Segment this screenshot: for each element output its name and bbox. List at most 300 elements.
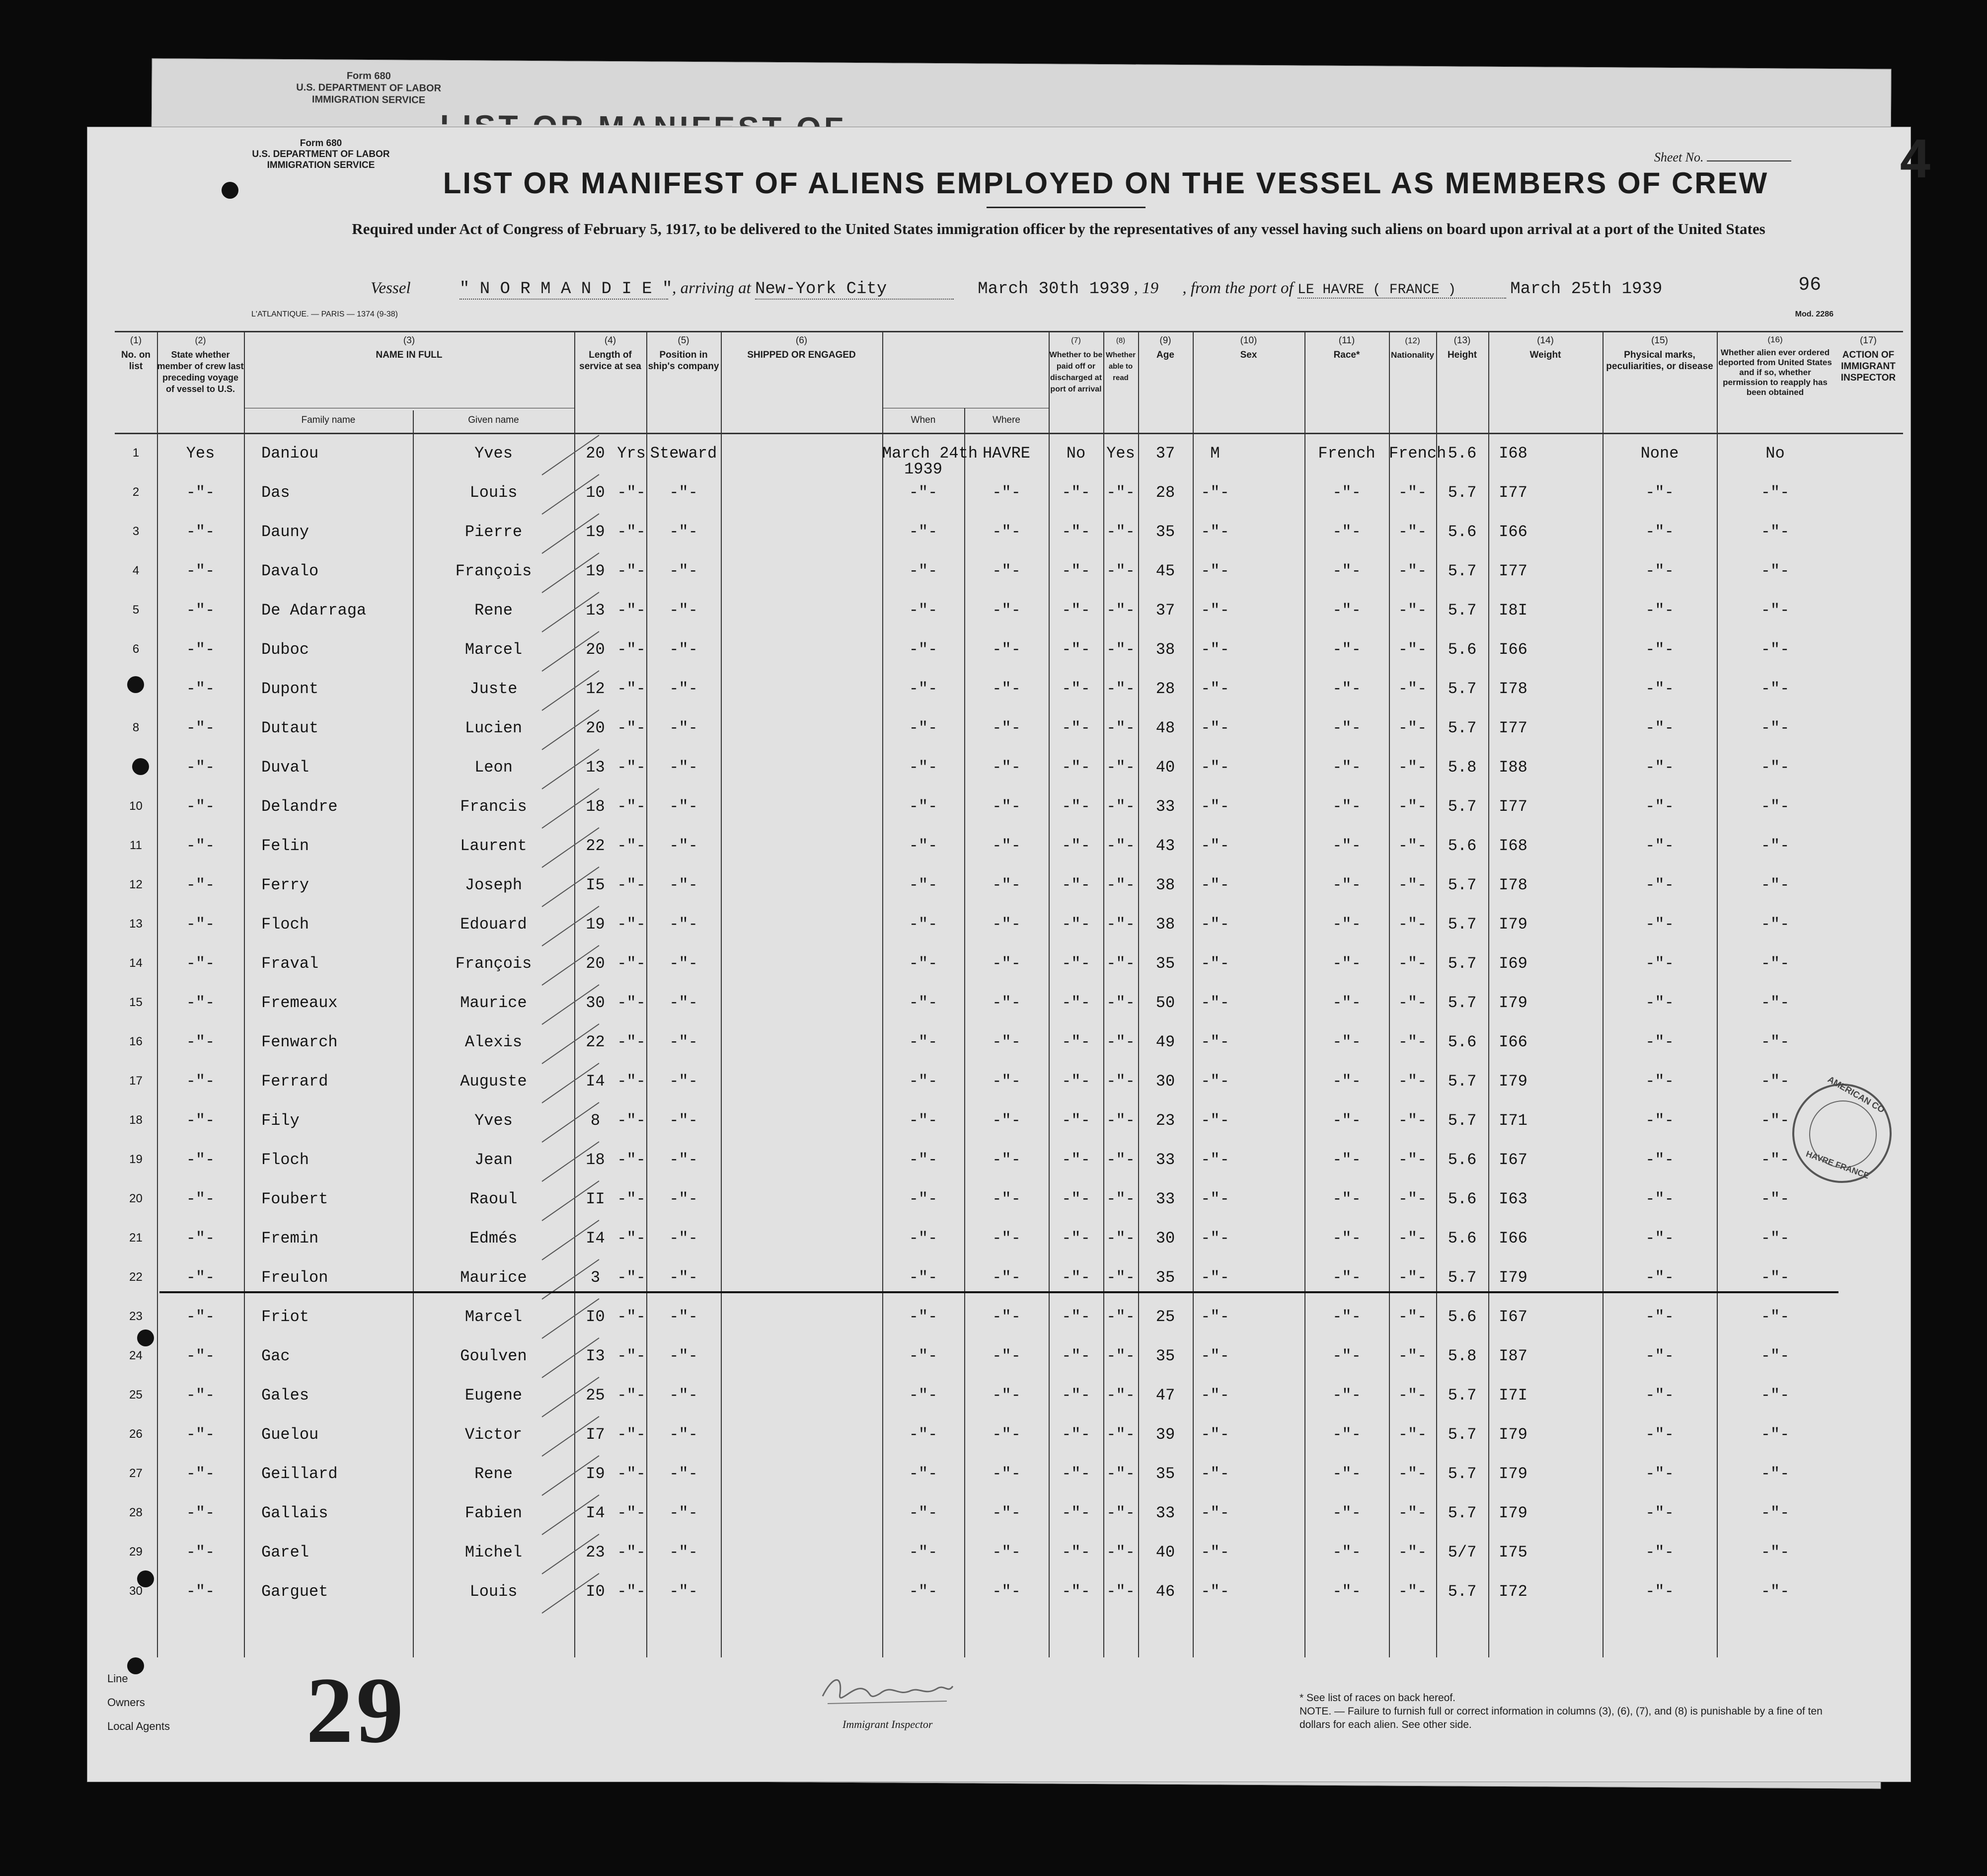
cell-height: 5.7	[1448, 562, 1477, 580]
row-strike-line	[159, 1291, 1838, 1293]
cell-age: 33	[1155, 1190, 1175, 1208]
punch-hole	[127, 1657, 144, 1674]
cell-unit: -"-	[617, 1347, 646, 1365]
cell-height: 5.7	[1448, 1386, 1477, 1405]
cell-n: 23	[129, 1310, 143, 1323]
cell-given: Joseph	[464, 876, 523, 894]
header-text: State whether member of crew last preceding voyage of vessel to U.S.	[157, 350, 244, 394]
cell-service: I3	[586, 1347, 605, 1365]
cell-paid: -"-	[1062, 954, 1090, 973]
cell-weight: I72	[1499, 1582, 1528, 1601]
cell-when: -"-	[909, 1151, 938, 1169]
cell-when: -"-	[909, 1111, 938, 1130]
cell-paid: -"-	[1062, 1582, 1090, 1601]
cell-deported: -"-	[1760, 837, 1790, 855]
cell-unit: -"-	[617, 719, 646, 737]
cell-when: -"-	[909, 994, 938, 1012]
tally-stroke	[542, 1495, 599, 1535]
col-number: (7)	[1071, 336, 1081, 345]
cell-n: 13	[129, 917, 143, 931]
cell-when: March 24th	[882, 444, 978, 463]
cell-unit: -"-	[617, 1425, 646, 1444]
cell-n: 1	[132, 446, 140, 460]
cell-when: -"-	[909, 1308, 938, 1326]
cell-age: 35	[1155, 523, 1175, 541]
tally-stroke	[542, 1102, 599, 1142]
cell-where: HAVRE	[982, 444, 1030, 463]
mod-number: Mod. 2286	[1795, 310, 1834, 318]
cell-paid: -"-	[1062, 1151, 1090, 1169]
cell-weight: I77	[1499, 719, 1528, 737]
cell-n: 30	[129, 1584, 143, 1598]
cell-family: Freulon	[261, 1268, 328, 1287]
cell-family: Daniou	[261, 444, 319, 463]
cell-age: 30	[1155, 1229, 1175, 1248]
cell-age: 33	[1155, 1504, 1175, 1522]
cell-marks: -"-	[1645, 1347, 1674, 1365]
cell-read: -"-	[1106, 954, 1135, 973]
cell-position: -"-	[669, 1504, 698, 1522]
tally-stroke	[542, 671, 599, 710]
cell-unit: -"-	[617, 994, 646, 1012]
cell-deported: -"-	[1760, 876, 1790, 894]
cell-nat: -"-	[1398, 483, 1427, 502]
cell-nat: -"-	[1398, 954, 1427, 973]
cell-position: Steward	[650, 444, 717, 463]
cell-marks: -"-	[1645, 915, 1674, 934]
cell-given: Pierre	[464, 523, 523, 541]
cell-service: I4	[586, 1229, 605, 1248]
cell-position: -"-	[669, 1347, 698, 1365]
manifest-sheet	[87, 127, 1930, 1782]
cell-where: -"-	[992, 1072, 1021, 1091]
cell-prev: -"-	[186, 1111, 215, 1130]
tally-marks	[115, 331, 1903, 1672]
cell-paid: -"-	[1062, 483, 1090, 502]
cell-service: I7	[586, 1425, 605, 1444]
cell-weight: I8I	[1499, 601, 1528, 620]
cell-service: II	[586, 1190, 605, 1208]
cell-where: -"-	[992, 1308, 1021, 1326]
header-where: Where	[993, 415, 1020, 425]
cell-when: -"-	[909, 1190, 938, 1208]
cell-position: -"-	[669, 1386, 698, 1405]
cell-where: -"-	[992, 680, 1021, 698]
cell-marks: -"-	[1645, 483, 1674, 502]
cell-position: -"-	[669, 523, 698, 541]
cell-height: 5.7	[1448, 1072, 1477, 1091]
cell-deported: -"-	[1760, 562, 1790, 580]
cell-service: 19	[586, 562, 605, 580]
cell-position: -"-	[669, 758, 698, 777]
cell-nat: -"-	[1398, 876, 1427, 894]
cell-family: Fraval	[261, 954, 319, 973]
cell-read: -"-	[1106, 1582, 1135, 1601]
cell-paid: -"-	[1062, 1190, 1090, 1208]
cell-position: -"-	[669, 483, 698, 502]
cell-marks: -"-	[1645, 837, 1674, 855]
cell-given: Alexis	[464, 1033, 523, 1051]
cell-height: 5.8	[1448, 1347, 1477, 1365]
cell-position: -"-	[669, 1268, 698, 1287]
tally-stroke	[542, 474, 599, 514]
form-number: Form 680	[300, 138, 342, 149]
cell-prev: -"-	[186, 640, 215, 659]
cell-weight: I78	[1499, 680, 1528, 698]
cell-marks: -"-	[1645, 1190, 1674, 1208]
sheet-edge-mark: 4	[1900, 128, 1930, 189]
cell-sex: -"-	[1201, 640, 1229, 659]
cell-unit: -"-	[617, 1033, 646, 1051]
cell-marks: -"-	[1645, 1425, 1674, 1444]
cell-where: -"-	[992, 523, 1021, 541]
col-number: (9)	[1159, 335, 1171, 346]
cell-prev: -"-	[186, 1504, 215, 1522]
consulate-stamp	[1792, 1074, 1892, 1183]
cell-given: François	[455, 562, 532, 580]
cell-sex: -"-	[1201, 1151, 1229, 1169]
cell-height: 5.6	[1448, 1229, 1477, 1248]
sheet-number: 96	[1798, 274, 1821, 296]
cell-sex: -"-	[1201, 1111, 1229, 1130]
cell-weight: I79	[1499, 915, 1528, 934]
cell-family: Geillard	[261, 1465, 338, 1483]
cell-where: -"-	[992, 876, 1021, 894]
cell-when: -"-	[909, 601, 938, 620]
cell-family: Ferry	[261, 876, 309, 894]
cell-unit: -"-	[617, 523, 646, 541]
header-text: Nationality	[1391, 350, 1434, 360]
cell-prev: -"-	[186, 954, 215, 973]
tally-stroke	[542, 945, 599, 985]
cell-unit: -"-	[617, 640, 646, 659]
cell-n: 24	[129, 1349, 143, 1362]
cell-when: -"-	[909, 1543, 938, 1562]
cell-height: 5.7	[1448, 797, 1477, 816]
cell-when: -"-	[909, 562, 938, 580]
cell-race: -"-	[1332, 1543, 1361, 1562]
cell-unit: -"-	[617, 1543, 646, 1562]
title-rule	[987, 207, 1146, 208]
cell-position: -"-	[669, 915, 698, 934]
cell-age: 40	[1155, 758, 1175, 777]
cell-deported: -"-	[1760, 601, 1790, 620]
cell-read: -"-	[1106, 719, 1135, 737]
header-family-name: Family name	[301, 415, 356, 425]
cell-weight: I87	[1499, 1347, 1528, 1365]
cell-prev: Yes	[186, 444, 215, 463]
arrival-port: New-York City	[755, 280, 954, 300]
tally-stroke	[542, 1142, 599, 1181]
cell-given: Francis	[460, 797, 527, 816]
cell-age: 28	[1155, 680, 1175, 698]
tally-stroke	[542, 514, 599, 553]
cell-n: 10	[129, 799, 143, 813]
cell-height: 5.6	[1448, 1308, 1477, 1326]
cell-where: -"-	[992, 1229, 1021, 1248]
cell-weight: I77	[1499, 797, 1528, 816]
cell-weight: I67	[1499, 1151, 1528, 1169]
cell-marks: -"-	[1645, 1268, 1674, 1287]
cell-weight: I68	[1499, 444, 1528, 463]
department-name: U.S. DEPARTMENT OF LABOR	[252, 149, 390, 159]
cell-marks: -"-	[1645, 1386, 1674, 1405]
cell-family: Felin	[261, 837, 309, 855]
cell-read: -"-	[1106, 1425, 1135, 1444]
cell-height: 5.6	[1448, 523, 1477, 541]
cell-position: -"-	[669, 1465, 698, 1483]
cell-deported: -"-	[1760, 1347, 1790, 1365]
cell-race: -"-	[1332, 1386, 1361, 1405]
cell-when: -"-	[909, 837, 938, 855]
cell-when: -"-	[909, 1465, 938, 1483]
cell-sex: -"-	[1201, 797, 1229, 816]
cell-where: -"-	[992, 483, 1021, 502]
cell-n: 11	[130, 839, 142, 852]
cell-n: 14	[129, 956, 143, 970]
cell-race: -"-	[1332, 1111, 1361, 1130]
cell-where: -"-	[992, 758, 1021, 777]
cell-unit: -"-	[617, 1386, 646, 1405]
cell-nat: -"-	[1398, 719, 1427, 737]
col-number: (12)	[1405, 336, 1420, 345]
cell-height: 5.6	[1448, 1190, 1477, 1208]
cell-service: 20	[586, 640, 605, 659]
cell-position: -"-	[669, 680, 698, 698]
cell-position: -"-	[669, 1308, 698, 1326]
cell-marks: -"-	[1645, 797, 1674, 816]
arrival-date: March 30th 1939	[978, 280, 1130, 299]
cell-position: -"-	[669, 562, 698, 580]
punch-hole	[132, 758, 149, 775]
cell-service: 25	[586, 1386, 605, 1405]
cell-n: 18	[129, 1113, 143, 1127]
cell-weight: I63	[1499, 1190, 1528, 1208]
cell-age: 35	[1155, 1465, 1175, 1483]
cell-sex: -"-	[1201, 758, 1229, 777]
cell-race: -"-	[1332, 758, 1361, 777]
cell-given: François	[455, 954, 532, 973]
cell-race: -"-	[1332, 719, 1361, 737]
cell-age: 43	[1155, 837, 1175, 855]
cell-given: Rene	[474, 601, 513, 620]
cell-age: 46	[1155, 1582, 1175, 1601]
cell-family: Gallais	[261, 1504, 328, 1522]
cell-given: Rene	[474, 1465, 513, 1483]
sheet-no-line	[1707, 160, 1791, 161]
cell-family: De Adarraga	[261, 601, 367, 620]
cell-height: 5.7	[1448, 1504, 1477, 1522]
cell-height: 5.6	[1448, 837, 1477, 855]
tally-stroke	[542, 867, 599, 907]
cell-where: -"-	[992, 1111, 1021, 1130]
cell-n: 29	[129, 1545, 143, 1559]
cell-age: 45	[1155, 562, 1175, 580]
cell-unit: -"-	[617, 1504, 646, 1522]
cell-n: 12	[129, 878, 143, 891]
cell-age: 37	[1155, 444, 1175, 463]
sheet-no-label: Sheet No.	[1654, 150, 1704, 164]
cell-where: -"-	[992, 837, 1021, 855]
cell-height: 5.7	[1448, 954, 1477, 973]
cell-unit: -"-	[617, 562, 646, 580]
cell-sex: -"-	[1201, 1386, 1229, 1405]
cell-sex: -"-	[1201, 562, 1229, 580]
cell-paid: -"-	[1062, 719, 1090, 737]
cell-paid: -"-	[1062, 640, 1090, 659]
cell-age: 38	[1155, 915, 1175, 934]
cell-age: 40	[1155, 1543, 1175, 1562]
cell-where: -"-	[992, 1582, 1021, 1601]
cell-service: 20	[586, 954, 605, 973]
cell-deported: -"-	[1760, 1386, 1790, 1405]
cell-height: 5.7	[1448, 1582, 1477, 1601]
cell-position: -"-	[669, 1111, 698, 1130]
cell-age: 35	[1155, 954, 1175, 973]
cell-position: -"-	[669, 797, 698, 816]
cell-age: 48	[1155, 719, 1175, 737]
punch-hole	[137, 1570, 154, 1587]
cell-paid: -"-	[1062, 758, 1090, 777]
cell-when: -"-	[909, 1582, 938, 1601]
cell-deported: -"-	[1760, 1033, 1790, 1051]
cell-where: -"-	[992, 1425, 1021, 1444]
header-text: No. on list	[121, 350, 151, 372]
cell-read: -"-	[1106, 680, 1135, 698]
inspector-signature	[818, 1666, 957, 1711]
cell-n: 26	[129, 1427, 143, 1441]
cell-n: 16	[129, 1035, 143, 1048]
cell-race: -"-	[1332, 1268, 1361, 1287]
cell-read: -"-	[1106, 837, 1135, 855]
tally-stroke	[542, 1259, 599, 1299]
col-number: (15)	[1651, 335, 1668, 346]
cell-when: -"-	[909, 954, 938, 973]
cell-read: -"-	[1106, 1111, 1135, 1130]
cell-height: 5.7	[1448, 601, 1477, 620]
cell-marks: -"-	[1645, 1465, 1674, 1483]
cell-service: I5	[586, 876, 605, 894]
cell-n: 17	[129, 1074, 143, 1088]
cell-age: 37	[1155, 601, 1175, 620]
cell-nat: -"-	[1398, 601, 1427, 620]
cell-unit: -"-	[617, 1582, 646, 1601]
cell-paid: -"-	[1062, 1033, 1090, 1051]
immigrant-inspector-label: Immigrant Inspector	[842, 1718, 933, 1730]
cell-nat: -"-	[1398, 1543, 1427, 1562]
cell-paid: -"-	[1062, 1111, 1090, 1130]
cell-weight: I66	[1499, 640, 1528, 659]
cell-service: 18	[586, 797, 605, 816]
cell-where: -"-	[992, 1347, 1021, 1365]
cell-prev: -"-	[186, 483, 215, 502]
cell-when: -"-	[909, 523, 938, 541]
cell-race: -"-	[1332, 483, 1361, 502]
cell-position: -"-	[669, 1072, 698, 1091]
cell-prev: -"-	[186, 758, 215, 777]
cell-sex: -"-	[1201, 915, 1229, 934]
cell-where: -"-	[992, 562, 1021, 580]
cell-weight: I78	[1499, 876, 1528, 894]
cell-read: -"-	[1106, 797, 1135, 816]
cell-given: Raoul	[469, 1190, 518, 1208]
cell-sex: M	[1210, 444, 1220, 463]
cell-n: 28	[129, 1506, 143, 1519]
cell-given: Maurice	[460, 994, 527, 1012]
cell-prev: -"-	[186, 601, 215, 620]
cell-race: -"-	[1332, 994, 1361, 1012]
stamp-text-bottom: HAVRE FRANCE	[1804, 1149, 1871, 1181]
cell-unit: Yrs	[617, 444, 646, 463]
tally-stroke	[542, 1299, 599, 1338]
cell-where: -"-	[992, 1386, 1021, 1405]
cell-when-year: 1939	[904, 460, 942, 478]
cell-service: I0	[586, 1308, 605, 1326]
back-form-line: U.S. DEPARTMENT OF LABOR	[296, 82, 442, 94]
cell-unit: -"-	[617, 758, 646, 777]
cell-age: 35	[1155, 1347, 1175, 1365]
cell-marks: -"-	[1645, 1033, 1674, 1051]
tally-stroke	[542, 828, 599, 867]
footer	[87, 1658, 1911, 1782]
cell-n: 27	[129, 1467, 143, 1480]
cell-age: 47	[1155, 1386, 1175, 1405]
cell-when: -"-	[909, 1229, 938, 1248]
cell-sex: -"-	[1201, 954, 1229, 973]
punch-hole	[137, 1329, 154, 1346]
cell-read: -"-	[1106, 1347, 1135, 1365]
cell-weight: I66	[1499, 523, 1528, 541]
cell-sex: -"-	[1201, 837, 1229, 855]
cell-marks: -"-	[1645, 562, 1674, 580]
cell-read: -"-	[1106, 994, 1135, 1012]
header-text: SHIPPED OR ENGAGED	[747, 350, 856, 360]
cell-age: 28	[1155, 483, 1175, 502]
cell-deported: -"-	[1760, 954, 1790, 973]
cell-paid: -"-	[1062, 1268, 1090, 1287]
header-when: When	[911, 415, 936, 425]
cell-marks: -"-	[1645, 640, 1674, 659]
cell-read: -"-	[1106, 915, 1135, 934]
cell-paid: -"-	[1062, 1465, 1090, 1483]
cell-sex: -"-	[1201, 1308, 1229, 1326]
cell-unit: -"-	[617, 954, 646, 973]
cell-paid: -"-	[1062, 915, 1090, 934]
cell-nat: -"-	[1398, 837, 1427, 855]
cell-read: -"-	[1106, 1543, 1135, 1562]
cell-given: Laurent	[460, 837, 527, 855]
header-text: Whether alien ever ordered deported from United States and if so, whether permission to reapply has been obtained	[1718, 348, 1832, 397]
cell-position: -"-	[669, 1582, 698, 1601]
cell-sex: -"-	[1201, 1033, 1229, 1051]
tally-stroke	[542, 788, 599, 828]
cell-nat: -"-	[1398, 1308, 1427, 1326]
cell-where: -"-	[992, 994, 1021, 1012]
cell-service: 13	[586, 758, 605, 777]
cell-nat: -"-	[1398, 680, 1427, 698]
cell-paid: -"-	[1062, 523, 1090, 541]
cell-when: -"-	[909, 1386, 938, 1405]
cell-family: Ferrard	[261, 1072, 328, 1091]
cell-age: 39	[1155, 1425, 1175, 1444]
cell-nat: -"-	[1398, 1465, 1427, 1483]
cell-family: Davalo	[261, 562, 319, 580]
cell-race: -"-	[1332, 1072, 1361, 1091]
cell-when: -"-	[909, 758, 938, 777]
cell-read: -"-	[1106, 1308, 1135, 1326]
cell-read: -"-	[1106, 483, 1135, 502]
cell-prev: -"-	[186, 994, 215, 1012]
